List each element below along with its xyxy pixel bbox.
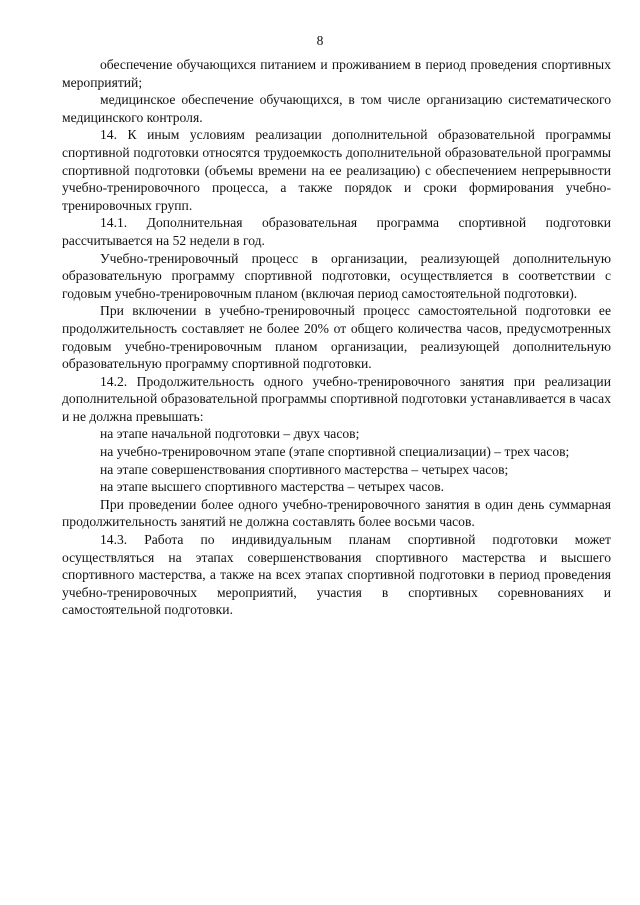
paragraph-nutrition: обеспечение обучающихся питанием и проживанием в период проведения спортивных мероприятий; [62,57,611,90]
paragraph-medical: медицинское обеспечение обучающихся, в том числе организацию систематического медицинского контроля. [62,92,611,125]
list-item-improvement-stage: на этапе совершенствования спортивного мастерства – четырех часов; [100,461,509,477]
paragraph-training-process: Учебно-тренировочный процесс в организации, реализующей дополнительную образовательную программу спортивной подготовки, осуществляется в соответствии с годовым учебно-тренировочным планом (включая период самостоятельной подготовки). [62,250,611,301]
paragraph-14-1: 14.1. Дополнительная образовательная программа спортивной подготовки рассчитывается на 52 недели в год. [62,215,611,248]
page-number: 8 [316,33,324,48]
paragraph-14-3: 14.3. Работа по индивидуальным планам спортивной подготовки может осуществляться на этапах совершенствования спортивного мастерства и высшего спортивного мастерства, а также на всех этапах спортивной подготовки в период проведения учебно-тренировочных мероприятий, участия в спортивных соревнованиях и самостоятельной подготовки. [62,532,611,618]
list-item-training-stage: на учебно-тренировочном этапе (этапе спортивной специализации) – трех часов; [100,444,570,460]
paragraph-self-training: При включении в учебно-тренировочный процесс самостоятельной подготовки ее продолжительность составляет не более 20% от общего количества часов, предусмотренных годовым учебно-тренировочным планом организации, реализующей дополнительную образовательную программу спортивной подготовки. [62,303,611,372]
list-item-higher-stage: на этапе высшего спортивного мастерства – четырех часов. [100,479,445,495]
paragraph-daily-limit: При проведении более одного учебно-тренировочного занятия в один день суммарная продолжительность занятий не должна составлять более восьми часов. [62,496,611,530]
paragraph-14: 14. К иным условиям реализации дополнительной образовательной программы спортивной подготовки относятся трудоемкость дополнительной образовательной программы спортивной подготовки (объемы времени на ее реализацию) с обеспечением непрерывности учебно-тренировочного процесса, а также порядок и сроки формирования учебно-тренировочных групп. [62,127,611,213]
list-item-initial-stage: на этапе начальной подготовки – двух часов; [100,426,360,442]
document-body [62,56,611,619]
paragraph-14-2: 14.2. Продолжительность одного учебно-тренировочного занятия при реализации дополнительной образовательной программы спортивной подготовки устанавливается в часах и не должна превышать: [62,373,611,424]
